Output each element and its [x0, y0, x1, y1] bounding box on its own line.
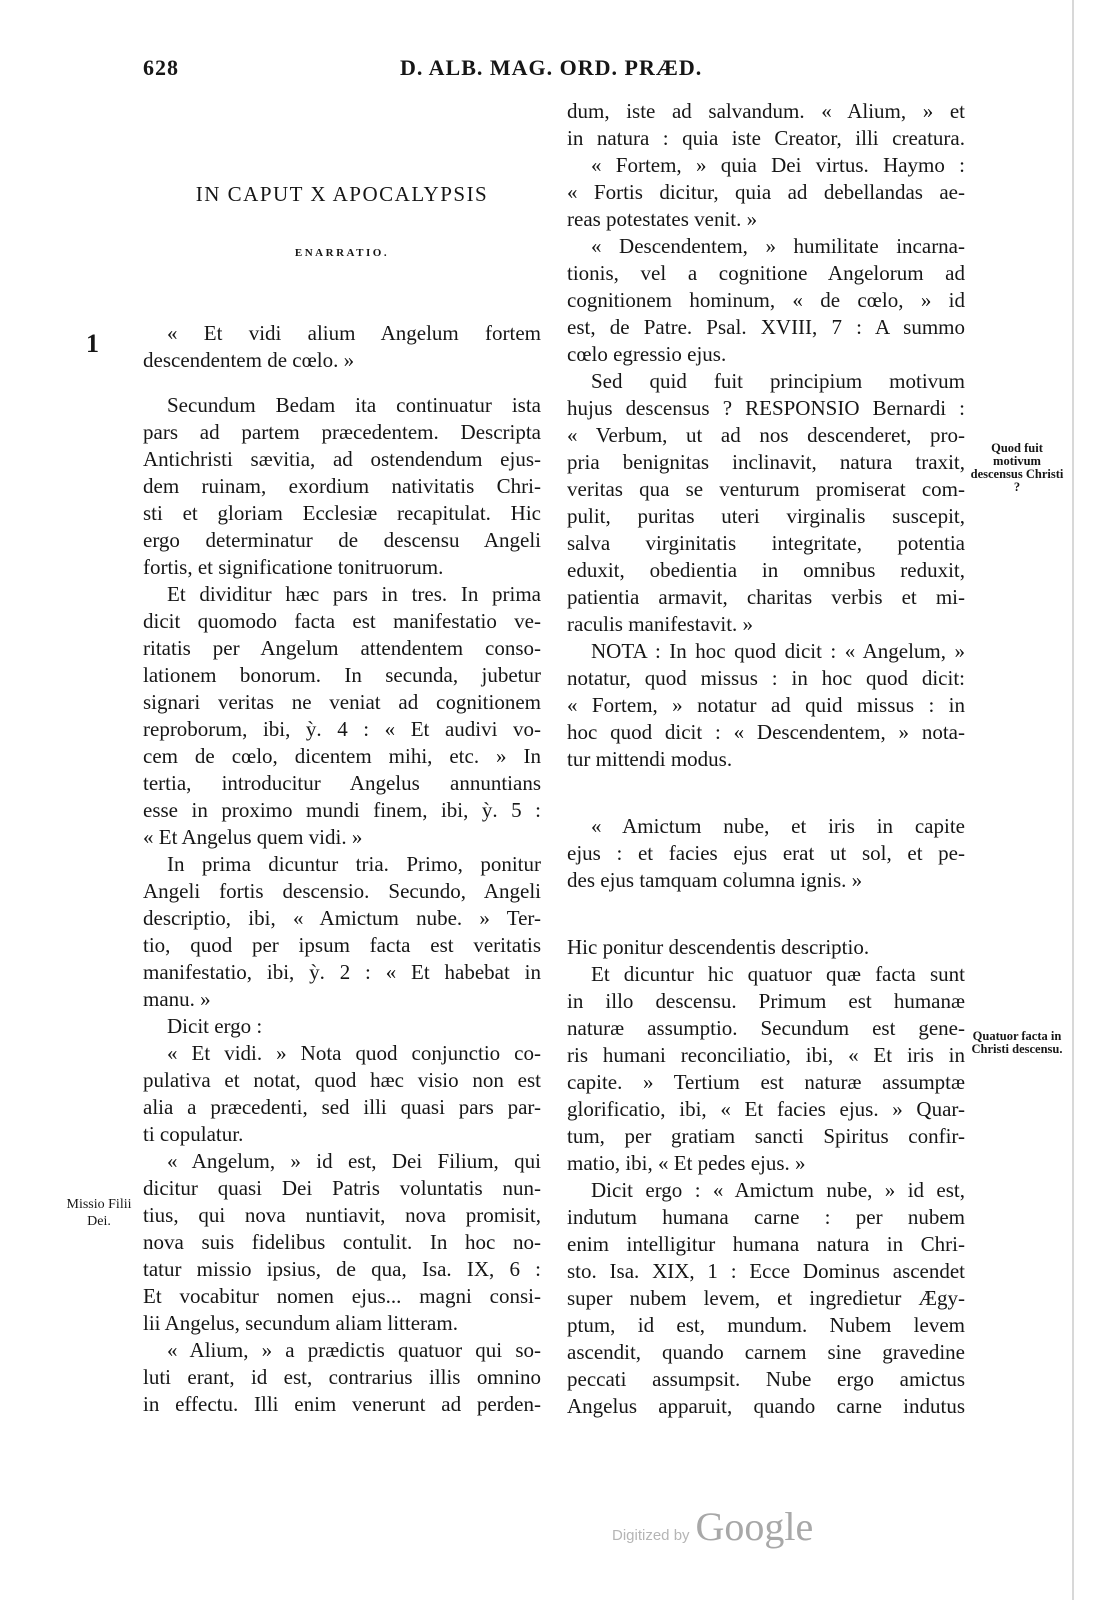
margin-note-missio: Missio Filii Dei. — [66, 1197, 132, 1229]
text-line: enim intelligitur humana natura in Chri- — [567, 1232, 965, 1256]
text-line: tum, per gratiam sancti Spiritus confir- — [567, 1124, 965, 1148]
text-line: sti et gloriam Ecclesiæ recapitulat. Hic — [143, 501, 541, 525]
text-line: Angelus apparuit, quando carne indutus — [567, 1394, 965, 1418]
text-line: « Et Angelus quem vidi. » — [143, 825, 363, 849]
text-line: notatur, quod missus : in hoc quod dicit: — [567, 666, 965, 690]
text-line: sto. Isa. XIX, 1 : Ecce Dominus ascendet — [567, 1259, 965, 1283]
section-subtitle: ENARRATIO. — [294, 247, 390, 259]
text-line: cem de cœlo, dicentem mihi, etc. » In — [143, 744, 541, 768]
text-line: Hic ponitur descendentis descriptio. — [567, 935, 870, 959]
text-line: raculis manifestavit. » — [567, 612, 754, 636]
text-line: des ejus tamquam columna ignis. » — [567, 868, 863, 892]
text-line: ti copulatur. — [143, 1122, 244, 1146]
text-line: naturæ assumptio. Secundum est gene- — [567, 1016, 965, 1040]
text-line: dicitur quasi Dei Patris voluntatis nun- — [143, 1176, 541, 1200]
text-line: « Et vidi. » Nota quod conjunctio co- — [167, 1041, 541, 1065]
text-line: signari veritas ne veniat ad cognitionem — [143, 690, 541, 714]
text-line: lationem bonorum. In secunda, jubetur — [143, 663, 541, 687]
text-line: dicit quomodo facta est manifestatio ve- — [143, 609, 541, 633]
text-line: pulit, puritas uteri virginalis suscepit, — [567, 504, 965, 528]
text-line: veritas qua se venturum promiserat com- — [567, 477, 965, 501]
text-line: dum, iste ad salvandum. « Alium, » et — [567, 99, 965, 123]
text-line: cœlo egressio ejus. — [567, 342, 727, 366]
running-head: D. ALB. MAG. ORD. PRÆD. — [400, 55, 703, 80]
text-line: reproborum, ibi, ỳ. 4 : « Et audivi vo- — [143, 717, 541, 741]
right-column — [567, 98, 965, 1420]
text-line: in illo descensu. Primum est humanæ — [567, 989, 965, 1013]
text-line: Angeli fortis descensio. Secundo, Angeli — [143, 879, 541, 903]
digitized-label: Digitized by — [612, 1527, 690, 1544]
text-line: glorificatio, ibi, « Et facies ejus. » Quar- — [567, 1097, 965, 1121]
text-line: « Fortem, » notatur ad quid missus : in — [567, 693, 965, 717]
text-line: peccati assumpsit. Nube ergo amictus — [567, 1367, 965, 1391]
text-line: salva virginitatis integritate, potentia — [567, 531, 965, 555]
left-column — [143, 98, 541, 1418]
page-edge-divider — [1072, 0, 1074, 1600]
text-line: manu. » — [143, 987, 211, 1011]
text-line: patientia armavit, charitas verbis et mi- — [567, 585, 965, 609]
text-line: reas potestates venit. » — [567, 207, 758, 231]
text-line: in effectu. Illi enim venerunt ad perden- — [143, 1392, 541, 1416]
text-line: tius, qui nova nuntiavit, nova promisit, — [143, 1203, 541, 1227]
text-line: Et dicuntur hic quatuor quæ facta sunt — [591, 962, 965, 986]
text-line: dem ruinam, exordium nativitatis Chri- — [143, 474, 541, 498]
text-line: cognitionem hominum, « de cœlo, » id — [567, 288, 965, 312]
text-line: « Verbum, ut ad nos descenderet, pro- — [567, 423, 965, 447]
text-line: Et vocabitur nomen ejus... magni consi- — [143, 1284, 541, 1308]
text-line: Dicit ergo : « Amictum nube, » id est, — [591, 1178, 965, 1202]
text-line: tatur missio ipsius, de qua, Isa. IX, 6 : — [143, 1257, 541, 1281]
text-line: capite. » Tertium est naturæ assumptæ — [567, 1070, 965, 1094]
text-line: tio, quod per ipsum facta est veritatis — [143, 933, 541, 957]
text-line: pulativa et notat, quod hæc visio non est — [143, 1068, 541, 1092]
margin-note-four-deeds: Quatuor facta in Christi descensu. — [971, 1029, 1063, 1056]
section-title: IN CAPUT X APOCALYPSIS — [195, 182, 489, 206]
text-line: « Amictum nube, et iris in capite — [591, 814, 965, 838]
text-line: ris humani reconciliatio, ibi, « Et iris in — [567, 1043, 965, 1067]
text-line: est, de Patre. Psal. XVIII, 7 : A summo — [567, 315, 965, 339]
right-text-block — [567, 98, 965, 1420]
text-line: In prima dicuntur tria. Primo, ponitur — [167, 852, 541, 876]
text-line: hoc quod dicit : « Descendentem, » nota- — [567, 720, 965, 744]
text-line: Dicit ergo : — [167, 1014, 263, 1038]
text-line: ptum, id est, mundum. Nubem levem — [567, 1313, 965, 1337]
text-line: lii Angelus, secundum aliam litteram. — [143, 1311, 458, 1335]
text-line: pria benignitas inclinavit, natura traxit, — [567, 450, 965, 474]
text-line: luti erant, id est, contrarius illis omnino — [143, 1365, 541, 1389]
text-line: « Et vidi alium Angelum fortem — [167, 321, 541, 345]
text-line: NOTA : In hoc quod dicit : « Angelum, » — [591, 639, 965, 663]
text-line: alia a præcedenti, sed illi quasi pars par- — [143, 1095, 541, 1119]
google-logo: Google — [695, 1504, 814, 1549]
text-line: tertia, introducitur Angelus annuntians — [143, 771, 541, 795]
verse-number: 1 — [86, 329, 99, 358]
text-line: descriptio, ibi, « Amictum nube. » Ter- — [143, 906, 541, 930]
text-line: pars ad partem præcedentem. Descripta — [143, 420, 541, 444]
text-line: « Alium, » a prædictis quatuor qui so- — [167, 1338, 541, 1362]
text-line: tionis, vel a cognitione Angelorum ad — [567, 261, 965, 285]
text-line: « Descendentem, » humilitate incarna- — [591, 234, 965, 258]
text-line: matio, ibi, « Et pedes ejus. » — [567, 1151, 806, 1175]
text-line: nova suis fidelibus contulit. In hoc no- — [143, 1230, 541, 1254]
margin-note-motive: Quod fuit motivum descensus Christi ? — [970, 441, 1064, 494]
text-line: indutum humana carne : per nubem — [567, 1205, 965, 1229]
text-line: « Fortem, » quia Dei virtus. Haymo : — [591, 153, 965, 177]
text-line: « Angelum, » id est, Dei Filium, qui — [167, 1149, 541, 1173]
text-line: esse in proximo mundi finem, ibi, ỳ. 5 : — [143, 798, 541, 822]
text-line: Secundum Bedam ita continuatur ista — [167, 393, 541, 417]
text-line: eduxit, obedientia in omnibus reduxit, — [567, 558, 965, 582]
text-line: ritatis per Angelum attendentem conso- — [143, 636, 541, 660]
text-line: manifestatio, ibi, ỳ. 2 : « Et habebat in — [143, 960, 541, 984]
text-line: tur mittendi modus. — [567, 747, 733, 771]
page-number: 628 — [143, 55, 179, 80]
text-line: « Fortis dicitur, quia ad debellandas ae- — [567, 180, 965, 204]
left-text-block — [143, 320, 541, 1418]
text-line: in natura : quia iste Creator, illi creatura. — [567, 126, 965, 150]
text-line: Et dividitur hæc pars in tres. In prima — [167, 582, 541, 606]
digitized-watermark — [612, 1503, 813, 1550]
text-line: descendentem de cœlo. » — [143, 348, 355, 372]
text-line: Sed quid fuit principium motivum — [591, 369, 965, 393]
text-line: super nubem levem, et ingredietur Ægy- — [567, 1286, 965, 1310]
text-line: hujus descensus ? RESPONSIO Bernardi : — [567, 396, 965, 420]
text-line: ejus : et facies ejus erat ut sol, et pe- — [567, 841, 965, 865]
text-line: fortis, et significatione tonitruorum. — [143, 555, 444, 579]
text-line: ergo determinatur de descensu Angeli — [143, 528, 541, 552]
text-line: ascendit, quando carnem sine gravedine — [567, 1340, 965, 1364]
text-line: Antichristi sævitia, ad ostendendum ejus- — [143, 447, 541, 471]
